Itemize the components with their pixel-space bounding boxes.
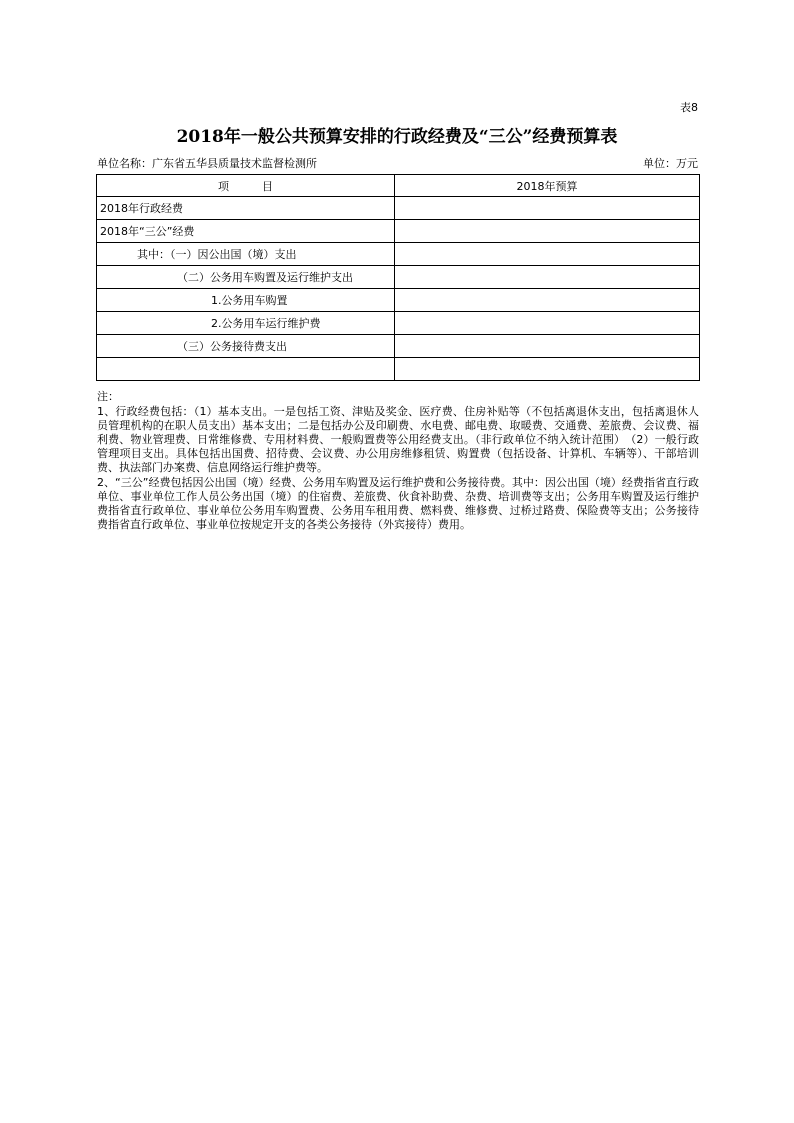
page-title: 2018年一般公共预算安排的行政经费及“三公”经费预算表: [176, 127, 618, 147]
row-item-overseas-travel: 其中：（一）因公出国（境）支出: [97, 243, 395, 266]
row-value: [395, 243, 700, 266]
row-value: [395, 358, 700, 381]
table-row: [97, 243, 700, 266]
row-item-vehicle-maintenance: 2.公务用车运行维护费: [97, 312, 395, 335]
column-header-item: 项 目: [97, 175, 395, 197]
table-row-empty: [97, 358, 700, 381]
row-value: [395, 266, 700, 289]
currency-unit: 单位：万元: [643, 157, 698, 170]
table-row: [97, 289, 700, 312]
table-row: [97, 197, 700, 220]
row-item-empty: [97, 358, 395, 381]
row-value: [395, 197, 700, 220]
table-row: [97, 335, 700, 358]
table-row: [97, 266, 700, 289]
notes-section: [97, 390, 699, 532]
row-item-three-public-expenses: 2018年“三公”经费: [97, 220, 395, 243]
unit-name: 单位名称：广东省五华县质量技术监督检测所: [97, 157, 317, 170]
table-row: [97, 312, 700, 335]
row-value: [395, 220, 700, 243]
row-value: [395, 335, 700, 358]
note-three-public-expenses: 2、“三公”经费包括因公出国（境）经费、公务用车购置及运行维护费和公务接待费。其中：因公出国（境）经费指省直行政单位、事业单位工作人员公务出国（境）的住宿费、差旅费、伙食补助费、杂费、培训费等支出；公务用车购置及运行维护费指省直行政单位、事业单位公务用车购置费、公务用车租用费、燃料费、维修费、过桥过路费、保险费等支出；公务接待费指省直行政单位、事业单位按规定开支的各类公务接待（外宾接待）费用。: [97, 476, 699, 531]
notes-heading: 注：: [97, 390, 119, 403]
row-value: [395, 312, 700, 335]
row-item-vehicle-expenses: （二）公务用车购置及运行维护支出: [97, 266, 395, 289]
table-row: [97, 220, 700, 243]
table-number: 表8: [680, 101, 698, 114]
budget-table: [96, 174, 700, 381]
row-item-vehicle-purchase: 1.公务用车购置: [97, 289, 395, 312]
column-header-budget: 2018年预算: [395, 175, 700, 197]
row-item-admin-expenses: 2018年行政经费: [97, 197, 395, 220]
row-value: [395, 289, 700, 312]
table-header-row: [97, 175, 700, 197]
row-item-official-reception: （三）公务接待费支出: [97, 335, 395, 358]
note-admin-expenses: 1、行政经费包括：（1）基本支出。一是包括工资、津贴及奖金、医疗费、住房补贴等（不包括离退休支出，包括离退休人员管理机构的在职人员支出）基本支出；二是包括办公及印刷费、水电费、邮电费、取暖费、交通费、差旅费、会议费、福利费、物业管理费、日常维修费、专用材料费、一般购置费等公用经费支出。（非行政单位不纳入统计范围） （2）一般行政管理项目支出。具体包括出国费、招待费、会议费、办公用房维修租赁、购置费（包括设备、计算机、车辆等）、干部培训费、执法部门办案费、信息网络运行维护费等。: [97, 405, 699, 474]
